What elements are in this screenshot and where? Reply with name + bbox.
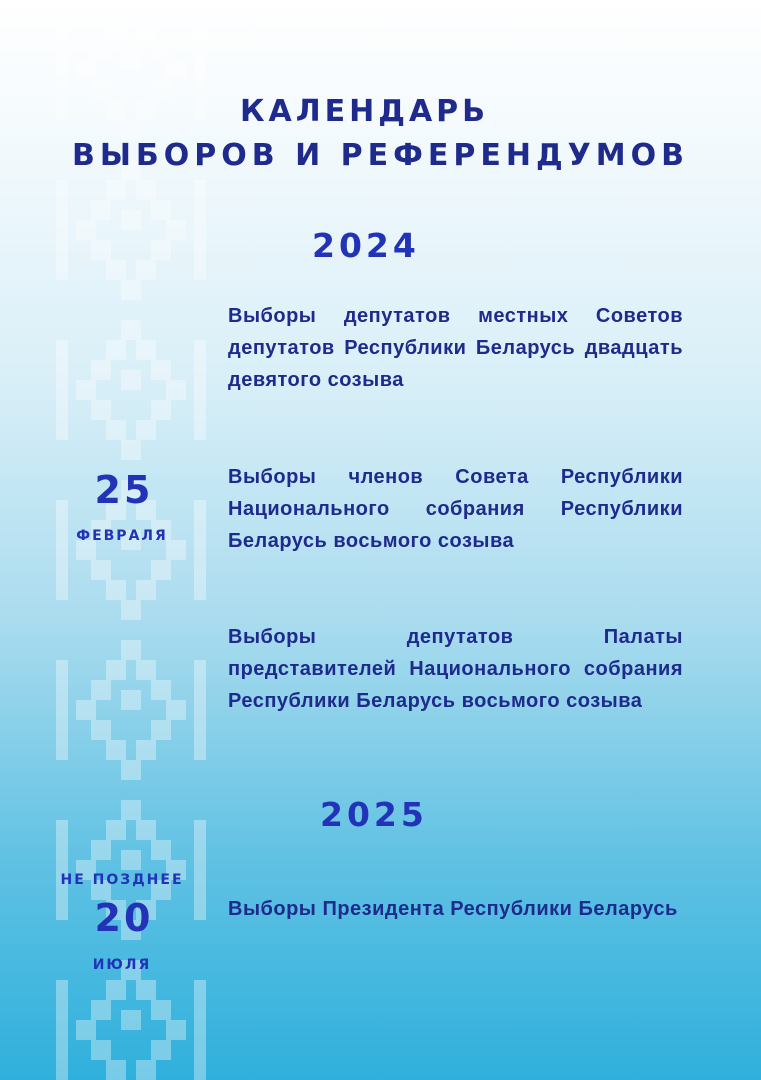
date-month-february: ФЕВРАЛЯ	[76, 528, 168, 544]
election-item-president: Выборы Президента Республики Беларусь	[228, 898, 678, 920]
date-day-20: 20	[94, 896, 154, 940]
date-prefix-no-later-than: НЕ ПОЗДНЕЕ	[60, 872, 184, 888]
page-title-line1: КАЛЕНДАРЬ	[239, 94, 490, 129]
year-2024: 2024	[312, 226, 420, 265]
election-item-local-councils: Выборы депутатов местных Советов депутатов Республики Беларусь двадцать девятого созыва	[228, 305, 683, 391]
election-item-house-of-representatives: Выборы депутатов Палаты представителей Национального собрания Республики Беларусь восьмого созыва	[228, 626, 683, 712]
election-item-council-of-republic: Выборы членов Совета Республики Национального собрания Республики Беларусь восьмого созыва	[228, 466, 683, 552]
year-2025: 2025	[320, 795, 428, 834]
date-month-july: ИЮЛЯ	[92, 957, 152, 973]
page-title-line2: ВЫБОРОВ И РЕФЕРЕНДУМОВ	[71, 138, 690, 173]
date-day-25: 25	[94, 468, 154, 512]
